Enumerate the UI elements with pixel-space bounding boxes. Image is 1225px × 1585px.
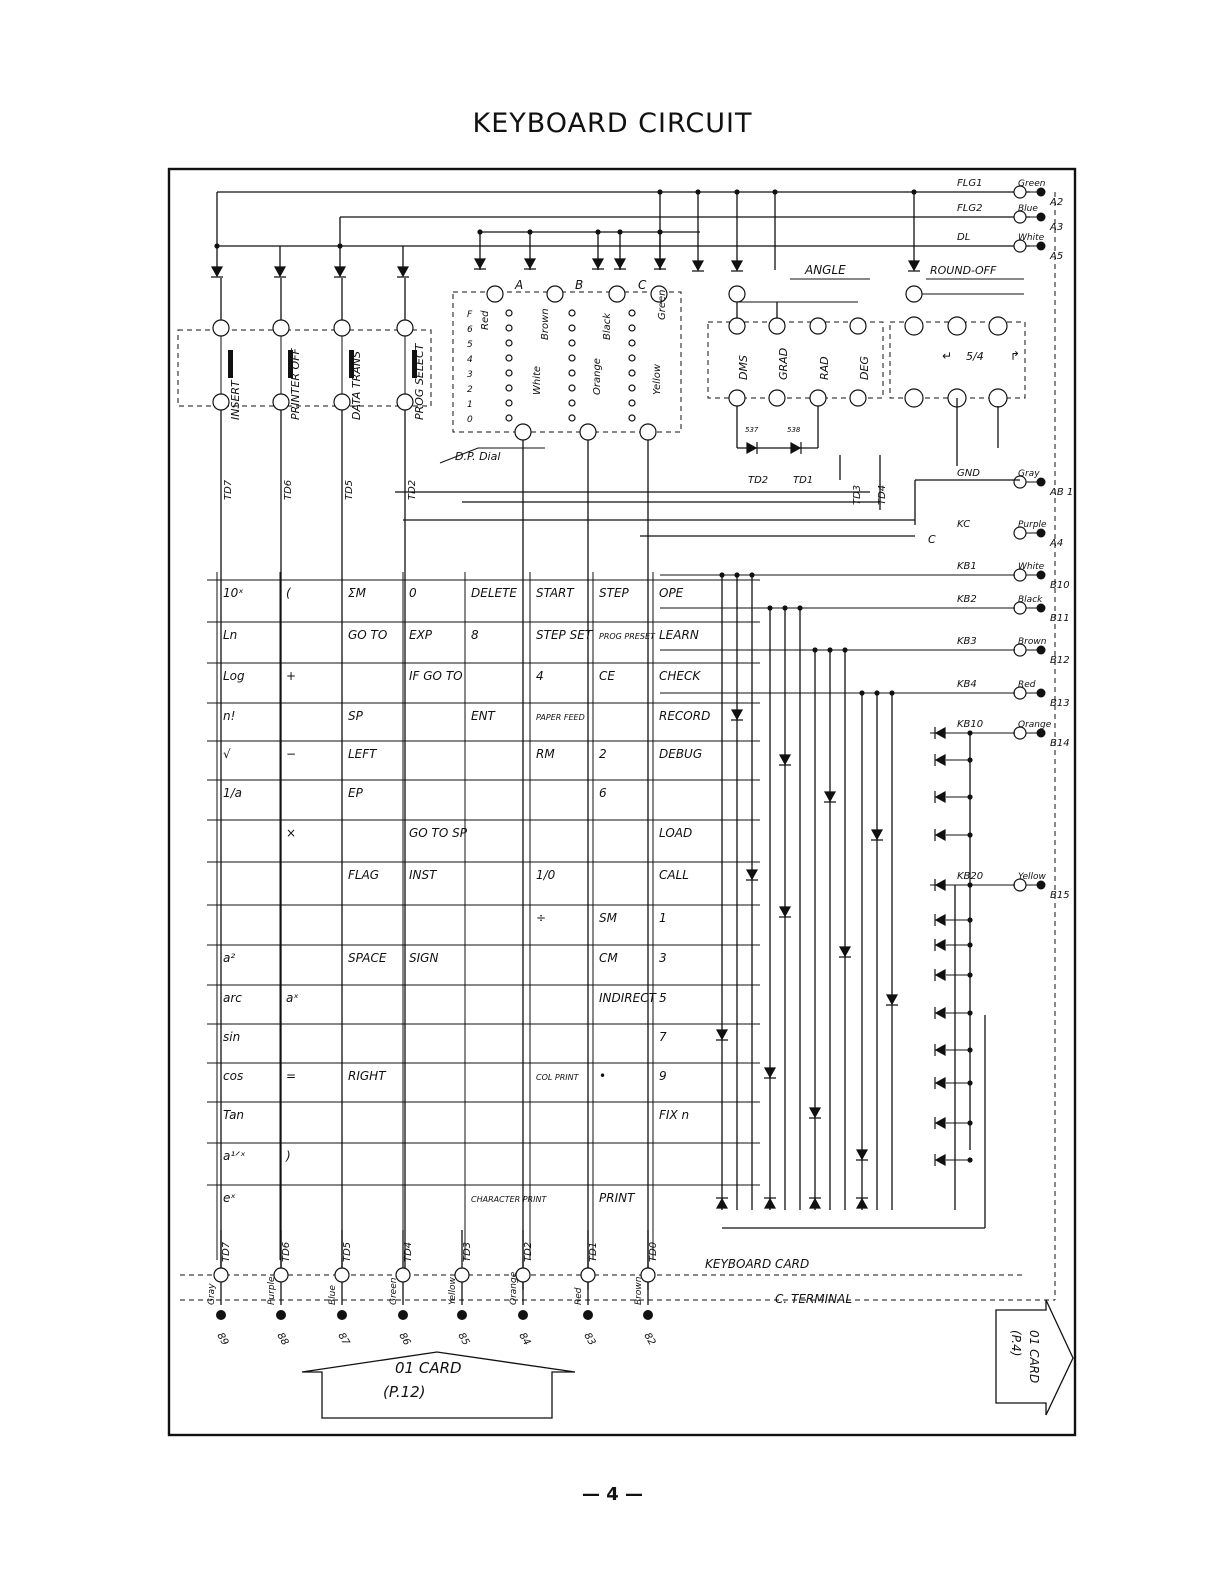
dial-wire-color-6: Yellow xyxy=(652,363,663,395)
key-1-7: LEARN xyxy=(659,628,699,642)
angle-label: ANGLE xyxy=(805,263,846,277)
diagram-frame xyxy=(169,169,1075,1435)
terminal-ring xyxy=(640,424,656,440)
connector-signal-4: KC xyxy=(957,519,971,530)
key-2-0: Log xyxy=(223,669,245,683)
terminal-ring xyxy=(506,400,512,406)
connector-pin xyxy=(1037,689,1046,698)
diode-symbol xyxy=(935,1117,945,1129)
card-right-ref: (P.4) xyxy=(1009,1330,1023,1357)
switch-td-label-3: TD2 xyxy=(407,479,418,500)
diode-symbol xyxy=(935,939,945,951)
td-pin xyxy=(518,1310,528,1320)
td-color-1: Purple xyxy=(267,1276,277,1305)
dial-letter-C: C xyxy=(638,278,647,292)
diode-symbol xyxy=(692,261,704,271)
td-pin-label-2: 87 xyxy=(335,1331,352,1348)
connector-color-6: Black xyxy=(1018,595,1043,605)
td-label-2: TD5 xyxy=(342,1241,353,1262)
terminal-ring xyxy=(506,415,512,421)
diode-symbol xyxy=(935,1007,945,1019)
key-5-2: EP xyxy=(348,786,363,800)
terminal-ring xyxy=(629,370,635,376)
terminal-ring xyxy=(581,1268,595,1282)
terminal-ring xyxy=(569,415,575,421)
key-1-6: PROG PRESET xyxy=(599,632,655,641)
terminal-ring xyxy=(569,325,575,331)
key-15-0: eˣ xyxy=(223,1191,236,1205)
diode-symbol xyxy=(935,879,945,891)
key-6-3: GO TO SP xyxy=(409,826,468,840)
angle-option-0: DMS xyxy=(737,355,750,380)
diode-symbol xyxy=(935,829,945,841)
connector-pin-label-6: B11 xyxy=(1050,613,1070,624)
key-1-3: EXP xyxy=(409,628,433,642)
mid-td-label-1: TD1 xyxy=(793,475,814,486)
key-11-0: sin xyxy=(223,1030,241,1044)
junction-dot xyxy=(337,243,342,248)
key-6-1: × xyxy=(286,826,297,840)
key-7-2: FLAG xyxy=(348,868,380,882)
terminal-ring xyxy=(729,390,745,406)
key-13-7: FIX n xyxy=(659,1108,690,1122)
terminal-ring xyxy=(989,389,1007,407)
diode-symbol xyxy=(935,727,945,739)
terminal-ring xyxy=(506,370,512,376)
angle-option-1: GRAD xyxy=(777,347,790,380)
switch-td-label-2: TD5 xyxy=(344,479,355,500)
key-8-7: 1 xyxy=(659,911,667,925)
key-3-4: ENT xyxy=(471,709,495,723)
terminal-ring xyxy=(569,340,575,346)
connector-pin-label-2: A5 xyxy=(1050,251,1064,262)
td-color-6: Red xyxy=(574,1287,584,1305)
terminal-ring xyxy=(905,317,923,335)
key-6-7: LOAD xyxy=(659,826,693,840)
terminal-ring xyxy=(906,286,922,302)
key-15-4: CHARACTER PRINT xyxy=(471,1195,547,1204)
td-pin-label-0: 89 xyxy=(214,1331,231,1348)
terminal-ring xyxy=(629,355,635,361)
key-12-5: COL PRINT xyxy=(536,1073,579,1082)
td-pin xyxy=(457,1310,467,1320)
connector-color-5: White xyxy=(1018,562,1045,572)
connector-color-3: Gray xyxy=(1018,469,1040,479)
td-pin xyxy=(398,1310,408,1320)
key-9-0: a² xyxy=(223,951,236,965)
connector-pin-label-5: B10 xyxy=(1050,580,1070,591)
switch-label-3: PROG SELECT xyxy=(413,343,426,420)
switch-label-2: DATA TRANS xyxy=(350,350,363,420)
terminal-ring xyxy=(569,370,575,376)
diode-symbol xyxy=(908,261,920,271)
dial-digit-0: F xyxy=(467,310,473,320)
key-2-5: 4 xyxy=(536,669,544,683)
connector-signal-2: DL xyxy=(957,232,971,243)
diode-symbol xyxy=(779,755,791,765)
dial-digit-7: 0 xyxy=(467,415,473,425)
diode-symbol xyxy=(935,1154,945,1166)
diode-symbol xyxy=(935,914,945,926)
dial-digit-5: 2 xyxy=(467,385,473,395)
connector-signal-7: KB3 xyxy=(957,636,977,647)
key-12-0: cos xyxy=(223,1069,244,1083)
connector-signal-1: FLG2 xyxy=(957,203,983,214)
terminal-ring xyxy=(569,385,575,391)
diode-symbol xyxy=(935,1077,945,1089)
key-4-0: √ xyxy=(223,747,231,761)
switch-contact xyxy=(228,350,233,378)
terminal-ring xyxy=(609,286,625,302)
terminal-ring xyxy=(629,415,635,421)
diode-symbol xyxy=(654,259,666,269)
connector-signal-3: GND xyxy=(957,468,980,479)
td-pin-label-4: 85 xyxy=(455,1331,472,1348)
diode-symbol xyxy=(871,830,883,840)
terminal-ring xyxy=(506,310,512,316)
terminal-ring xyxy=(629,325,635,331)
key-12-7: 9 xyxy=(659,1069,667,1083)
switch-label-1: PRINTER OFF xyxy=(289,348,302,420)
key-0-0: 10ˣ xyxy=(223,586,244,600)
dial-wire-color-1: Brown xyxy=(540,308,551,340)
terminal-ring xyxy=(810,318,826,334)
td-label-0: TD7 xyxy=(221,1241,232,1262)
diode-symbol xyxy=(779,907,791,917)
key-1-0: Ln xyxy=(223,628,238,642)
round-off-label: ROUND-OFF xyxy=(930,264,997,277)
switch-td-label-1: TD6 xyxy=(283,479,294,500)
terminal-ring xyxy=(506,340,512,346)
terminal-ring xyxy=(335,1268,349,1282)
diode-symbol xyxy=(716,1030,728,1040)
mid-td-label-2: TD3 xyxy=(852,484,863,505)
dial-digit-1: 6 xyxy=(467,325,473,335)
td-label-7: TD0 xyxy=(648,1241,659,1262)
key-14-0: a¹ᐟˣ xyxy=(223,1149,246,1163)
key-1-5: STEP SET xyxy=(536,628,593,642)
diode-symbol xyxy=(791,442,801,454)
key-8-6: SM xyxy=(599,911,617,925)
td-color-7: Brown xyxy=(634,1276,644,1305)
diode-symbol xyxy=(886,995,898,1005)
terminal-ring xyxy=(850,390,866,406)
connector-color-10: Yellow xyxy=(1018,872,1046,882)
key-0-3: 0 xyxy=(409,586,417,600)
key-12-6: • xyxy=(599,1069,607,1083)
terminal-ring xyxy=(905,389,923,407)
key-14-1: ) xyxy=(286,1149,291,1163)
mid-td-label-0: TD2 xyxy=(748,475,769,486)
page-number: — 4 — xyxy=(581,1484,644,1505)
card-bottom-title: 01 CARD xyxy=(395,1359,462,1377)
terminal-ring xyxy=(580,424,596,440)
card-right-title: 01 CARD xyxy=(1027,1330,1041,1384)
td-pin-label-3: 86 xyxy=(396,1331,413,1348)
dial-wire-color-4: White xyxy=(532,365,543,395)
c-terminal-label: C. TERMINAL xyxy=(775,1292,853,1306)
connector-signal-6: KB2 xyxy=(957,594,977,605)
dial-letter-A: A xyxy=(515,278,524,292)
td-pin-label-7: 82 xyxy=(641,1331,658,1348)
connector-signal-10: KB20 xyxy=(957,871,984,882)
diode-symbol xyxy=(856,1150,868,1160)
key-1-2: GO TO xyxy=(348,628,388,642)
connector-color-4: Purple xyxy=(1018,520,1047,530)
card-bottom-ref: (P.12) xyxy=(383,1383,426,1401)
key-4-2: LEFT xyxy=(348,747,377,761)
td-pin xyxy=(276,1310,286,1320)
td-label-5: TD2 xyxy=(523,1241,534,1262)
diode-symbol xyxy=(474,259,486,269)
mid-td-label-3: TD4 xyxy=(877,484,888,505)
key-5-0: 1/a xyxy=(223,786,243,800)
connector-pin-label-10: B15 xyxy=(1050,890,1070,901)
key-3-5: PAPER FEED xyxy=(536,713,585,722)
terminal-ring xyxy=(850,318,866,334)
terminal-ring xyxy=(629,400,635,406)
round-off-mark-0: ↵ xyxy=(942,349,953,363)
key-7-3: INST xyxy=(409,868,437,882)
dial-wire-color-2: Black xyxy=(602,312,613,340)
key-5-6: 6 xyxy=(599,786,607,800)
td-pin xyxy=(583,1310,593,1320)
diode-symbol xyxy=(731,710,743,720)
diode-symbol xyxy=(747,442,757,454)
key-4-7: DEBUG xyxy=(659,747,703,761)
td-pin-label-1: 88 xyxy=(274,1331,291,1348)
diode-symbol xyxy=(211,267,223,277)
key-1-4: 8 xyxy=(471,628,479,642)
terminal-ring xyxy=(397,320,413,336)
diode-ref: 537 xyxy=(745,426,759,434)
dial-digit-3: 4 xyxy=(467,355,473,365)
terminal-ring xyxy=(629,385,635,391)
keyboard-card-label: KEYBOARD CARD xyxy=(705,1257,810,1271)
td-color-3: Green xyxy=(389,1277,399,1305)
terminal-ring xyxy=(334,320,350,336)
terminal-ring xyxy=(334,394,350,410)
key-0-6: STEP xyxy=(599,586,629,600)
key-9-6: CM xyxy=(599,951,618,965)
angle-option-2: RAD xyxy=(818,356,831,380)
junction-dot xyxy=(772,189,777,194)
terminal-ring xyxy=(810,390,826,406)
connector-signal-9: KB10 xyxy=(957,719,984,730)
dial-wire-color-3: Green xyxy=(657,289,668,320)
angle-option-3: DEG xyxy=(858,356,871,380)
key-2-6: CE xyxy=(599,669,615,683)
key-0-2: ΣM xyxy=(348,586,366,600)
terminal-ring xyxy=(569,400,575,406)
connector-pin-label-0: A2 xyxy=(1050,197,1064,208)
td-color-4: Yellow xyxy=(448,1277,458,1305)
terminal-ring xyxy=(729,318,745,334)
connector-color-0: Green xyxy=(1018,179,1046,189)
dial-label: D.P. Dial xyxy=(455,450,501,463)
terminal-ring xyxy=(629,340,635,346)
td-pin xyxy=(337,1310,347,1320)
round-off-mark-2: ↱ xyxy=(1010,349,1021,363)
switch-td-label-0: TD7 xyxy=(223,479,234,500)
connector-pin-label-9: B14 xyxy=(1050,738,1070,749)
terminal-ring xyxy=(769,318,785,334)
td-pin xyxy=(643,1310,653,1320)
connector-signal-5: KB1 xyxy=(957,561,977,572)
diode-symbol xyxy=(839,947,851,957)
key-0-5: START xyxy=(536,586,574,600)
dial-letter-B: B xyxy=(575,278,584,292)
terminal-ring xyxy=(487,286,503,302)
key-8-5: ÷ xyxy=(536,911,547,925)
key-13-0: Tan xyxy=(223,1108,245,1122)
terminal-ring xyxy=(273,320,289,336)
junction-dot xyxy=(695,189,700,194)
dial-digit-6: 1 xyxy=(467,400,473,410)
td-label-3: TD4 xyxy=(403,1241,414,1262)
connector-pin-label-1: A3 xyxy=(1050,222,1064,233)
page-title: KEYBOARD CIRCUIT xyxy=(472,108,753,139)
terminal-ring xyxy=(506,385,512,391)
key-2-3: IF GO TO xyxy=(409,669,463,683)
diode-symbol xyxy=(935,754,945,766)
connector-pin-label-4: A4 xyxy=(1050,538,1064,549)
junction-dot xyxy=(911,189,916,194)
key-3-2: SP xyxy=(348,709,363,723)
diode-symbol xyxy=(592,259,604,269)
key-9-2: SPACE xyxy=(348,951,387,965)
key-10-6: INDIRECT xyxy=(599,991,656,1005)
terminal-ring xyxy=(273,394,289,410)
terminal-ring xyxy=(547,286,563,302)
terminal-ring xyxy=(948,317,966,335)
diode-symbol xyxy=(746,870,758,880)
td-label-1: TD6 xyxy=(281,1241,292,1262)
td-color-5: Orange xyxy=(509,1271,519,1305)
connector-color-2: White xyxy=(1018,233,1045,243)
td-color-2: Blue xyxy=(328,1285,338,1305)
junction-dot xyxy=(657,189,662,194)
key-3-0: n! xyxy=(223,709,236,723)
terminal-ring xyxy=(397,394,413,410)
diode-symbol xyxy=(524,259,536,269)
key-9-7: 3 xyxy=(659,951,667,965)
dial-wire-color-0: Red xyxy=(480,310,491,330)
key-4-5: RM xyxy=(536,747,555,761)
td-pin-label-5: 84 xyxy=(516,1331,533,1348)
key-10-7: 5 xyxy=(659,991,667,1005)
key-0-4: DELETE xyxy=(471,586,518,600)
round-off-mark-1: 5/4 xyxy=(966,350,984,363)
key-2-7: CHECK xyxy=(659,669,701,683)
key-4-6: 2 xyxy=(599,747,607,761)
connector-pin-label-8: B13 xyxy=(1050,698,1070,709)
terminal-ring xyxy=(989,317,1007,335)
terminal-ring xyxy=(569,310,575,316)
junction-dot xyxy=(214,243,219,248)
key-3-7: RECORD xyxy=(659,709,711,723)
diode-symbol xyxy=(614,259,626,269)
key-10-0: arc xyxy=(223,991,242,1005)
terminal-ring xyxy=(769,390,785,406)
diode-symbol xyxy=(274,267,286,277)
diode-symbol xyxy=(935,1044,945,1056)
terminal-ring xyxy=(506,355,512,361)
diode-symbol xyxy=(856,1198,868,1208)
junction-dot xyxy=(967,1157,972,1162)
switch-label-0: INSERT xyxy=(229,380,242,420)
connector-pin-label-3: AB 1 xyxy=(1050,487,1074,498)
diode-symbol xyxy=(731,261,743,271)
diode-symbol xyxy=(764,1198,776,1208)
key-10-1: aˣ xyxy=(286,991,299,1005)
terminal-ring xyxy=(506,325,512,331)
key-12-2: RIGHT xyxy=(348,1069,386,1083)
dial-wire-color-5: Orange xyxy=(592,358,603,395)
key-7-7: CALL xyxy=(659,868,689,882)
diode-symbol xyxy=(935,791,945,803)
key-7-5: 1/0 xyxy=(536,868,556,882)
diode-symbol xyxy=(935,969,945,981)
terminal-ring xyxy=(629,310,635,316)
key-15-6: PRINT xyxy=(599,1191,635,1205)
terminal-ring xyxy=(213,320,229,336)
td-color-0: Gray xyxy=(207,1283,217,1305)
td-label-4: TD3 xyxy=(462,1241,473,1262)
key-0-7: OPE xyxy=(659,586,684,600)
diode-symbol xyxy=(809,1108,821,1118)
td-pin xyxy=(216,1310,226,1320)
kc-letter: C xyxy=(928,533,936,546)
diode-symbol xyxy=(716,1198,728,1208)
diode-symbol xyxy=(764,1068,776,1078)
terminal-ring xyxy=(213,394,229,410)
key-11-7: 7 xyxy=(659,1030,667,1044)
terminal-ring xyxy=(729,286,745,302)
connector-color-7: Brown xyxy=(1018,637,1047,647)
connector-color-1: Blue xyxy=(1018,204,1038,214)
diode-symbol xyxy=(397,267,409,277)
key-12-1: = xyxy=(286,1069,297,1083)
diode-symbol xyxy=(334,267,346,277)
key-9-3: SIGN xyxy=(409,951,439,965)
terminal-ring xyxy=(569,355,575,361)
connector-signal-0: FLG1 xyxy=(957,178,983,189)
terminal-ring xyxy=(515,424,531,440)
td-label-6: TD1 xyxy=(588,1241,599,1262)
diode-symbol xyxy=(824,792,836,802)
connector-color-8: Red xyxy=(1018,680,1036,690)
diode-ref: 538 xyxy=(787,426,801,434)
diode-symbol xyxy=(809,1198,821,1208)
connector-color-9: Orange xyxy=(1018,720,1052,730)
td-pin-label-6: 83 xyxy=(581,1331,598,1348)
connector-signal-8: KB4 xyxy=(957,679,977,690)
key-4-1: − xyxy=(286,747,297,761)
switch-box xyxy=(178,330,431,406)
dial-digit-2: 5 xyxy=(467,340,473,350)
connector-pin-label-7: B12 xyxy=(1050,655,1070,666)
junction-dot xyxy=(734,189,739,194)
key-0-1: ( xyxy=(286,586,291,600)
dial-digit-4: 3 xyxy=(467,370,473,380)
terminal-ring xyxy=(214,1268,228,1282)
key-2-1: + xyxy=(286,669,297,683)
